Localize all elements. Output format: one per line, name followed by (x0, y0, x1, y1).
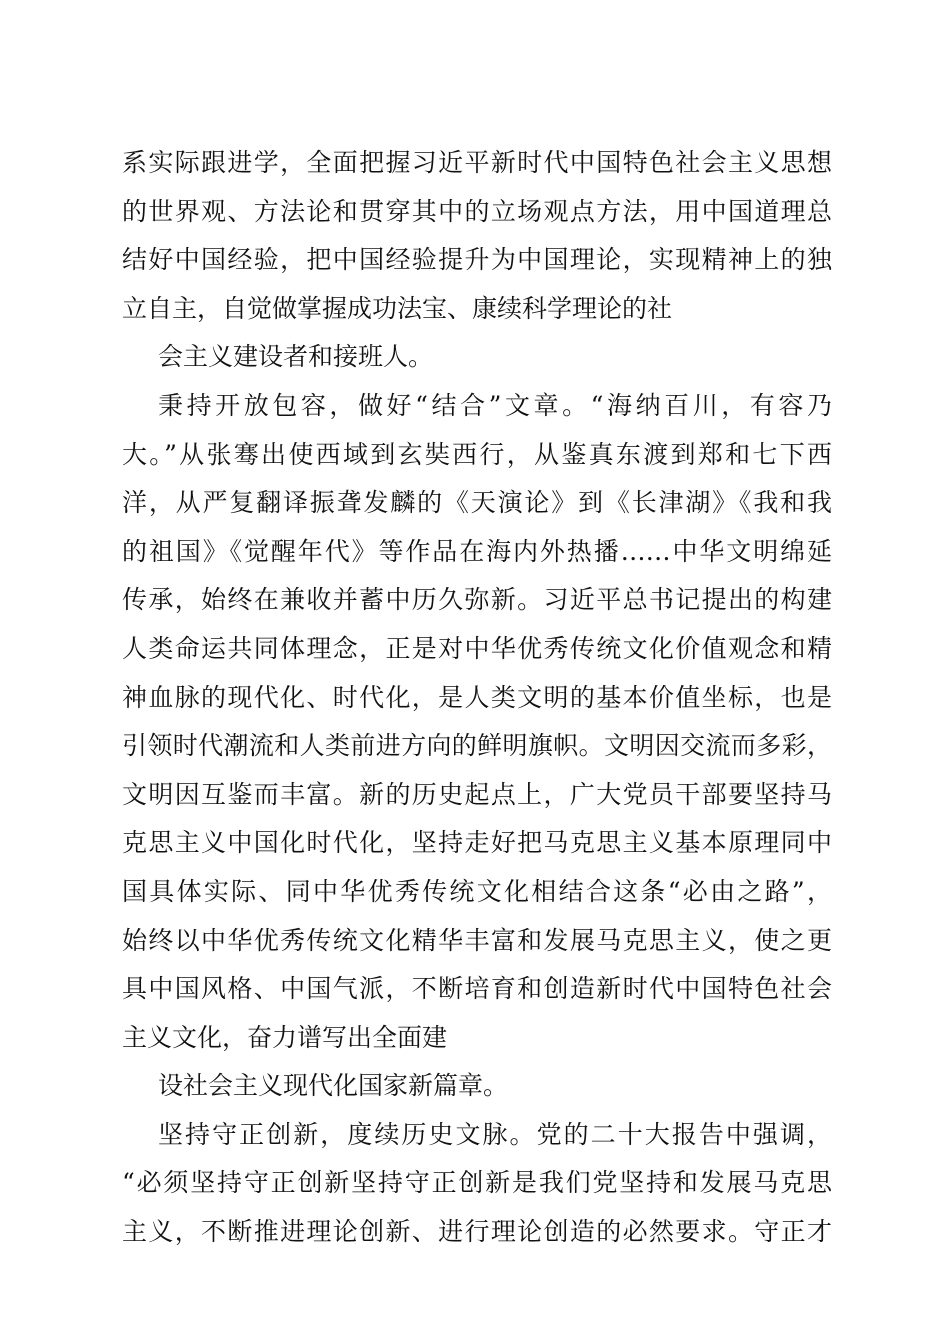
text-line: 主义文化，奋力谱写出全面建 (122, 1022, 448, 1052)
text-line: 立自主，自觉做掌握成功法宝、康续科学理论的社 (122, 293, 673, 323)
text-line: 系实际跟进学，全面把握习近平新时代中国特色社会主义思想 (122, 148, 832, 177)
text-line: 洋，从严复翻译振聋发麟的《天演论》到《长津湖》《我和我 (122, 488, 832, 518)
text-line: 引领时代潮流和人类前进方向的鲜明旗帜。文明因交流而多彩， (122, 731, 832, 761)
text-line: 人类命运共同体理念，正是对中华优秀传统文化价值观念和精 (122, 633, 832, 663)
text-line: 的祖国》《觉醒年代》等作品在海内外热播……中华文明绵延 (122, 536, 832, 566)
text-line: 始终以中华优秀传统文化精华丰富和发展马克思主义，使之更 (122, 925, 832, 955)
text-line: 文明因互鉴而丰富。新的历史起点上，广大党员干部要坚持马 (122, 779, 832, 809)
document-body (122, 139, 832, 1257)
text-line: 大。”从张骞出使西域到玄奘西行，从鉴真东渡到郑和七下西 (122, 439, 832, 469)
paragraph-start-line: 坚持守正创新，度续历史文脉。党的二十大报告中强调， (158, 1119, 832, 1149)
text-line: 会主义建设者和接班人。 (158, 342, 434, 372)
text-line: 设社会主义现代化国家新篇章。 (158, 1071, 509, 1101)
text-line: 主义，不断推进理论创新、进行理论创造的必然要求。守正才 (122, 1217, 832, 1247)
text-line: 的世界观、方法论和贯穿其中的立场观点方法，用中国道理总 (122, 196, 832, 226)
text-line: 传承，始终在兼收并蓄中历久弥新。习近平总书记提出的构建 (122, 585, 832, 615)
text-line: 克思主义中国化时代化，坚持走好把马克思主义基本原理同中 (122, 828, 832, 858)
text-line: 神血脉的现代化、时代化，是人类文明的基本价值坐标，也是 (122, 682, 832, 712)
paragraph-start-line: 秉持开放包容，做好“结合”文章。“海纳百川，有容乃 (158, 390, 832, 420)
text-line: 具中国风格、中国气派，不断培育和创造新时代中国特色社会 (122, 974, 832, 1004)
text-line: 国具体实际、同中华优秀传统文化相结合这条“必由之路”， (122, 876, 832, 906)
text-line: 结好中国经验，把中国经验提升为中国理论，实现精神上的独 (122, 245, 832, 275)
text-line: “必须坚持守正创新坚持守正创新是我们党坚持和发展马克思 (122, 1168, 832, 1198)
